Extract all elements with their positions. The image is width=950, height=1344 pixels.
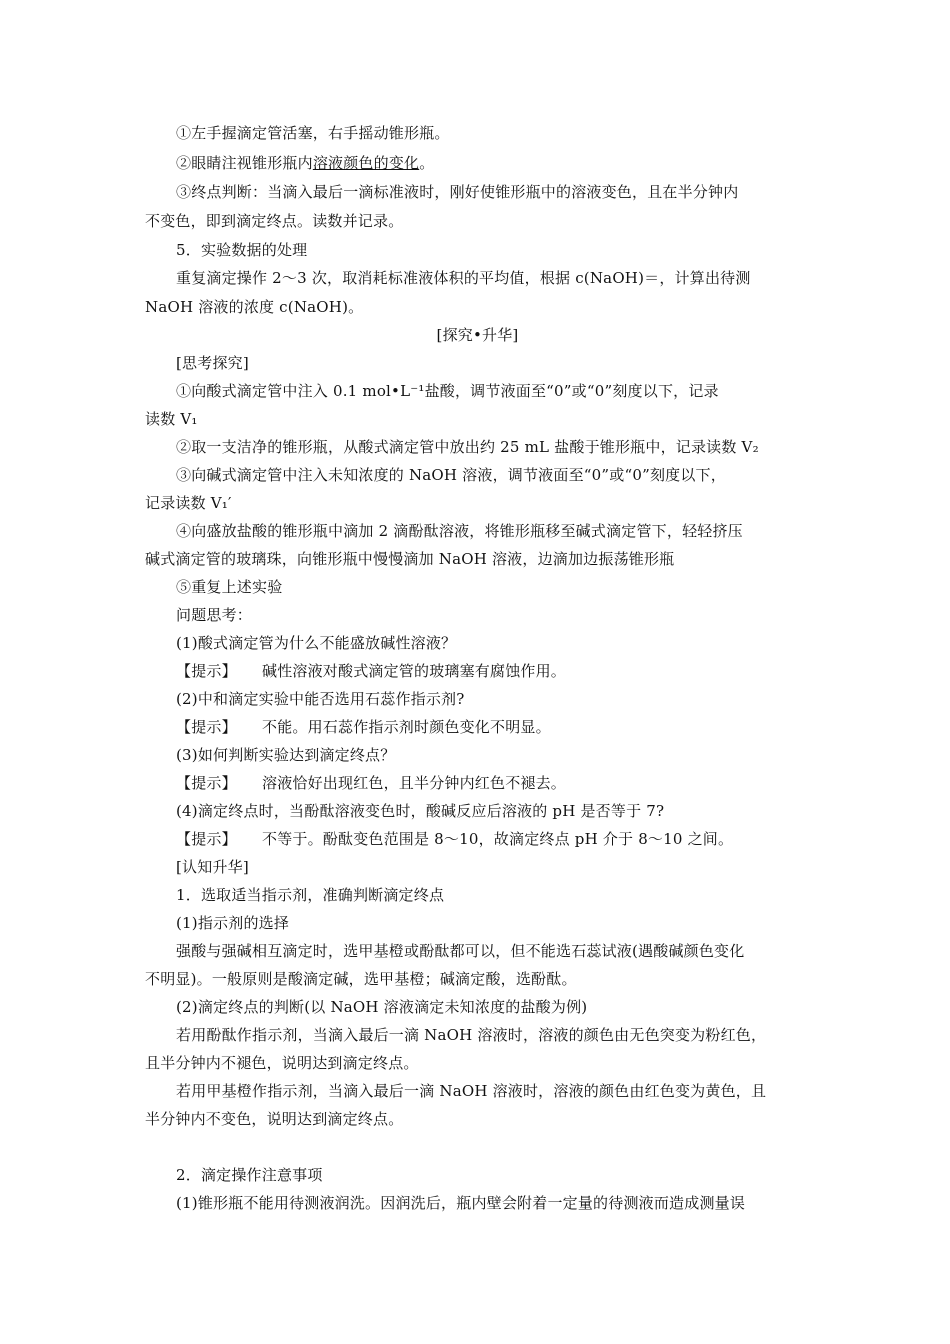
hint-3-label: 【提示】 <box>176 774 237 792</box>
hint-2-text: 不能。用石蕊作指示剂时颜色变化不明显。 <box>262 718 551 736</box>
think-explore-heading: [思考探究] <box>176 354 249 372</box>
explore-step-3-line-2: 记录读数 V₁′ <box>145 494 232 512</box>
step-1: ①左手握滴定管活塞，右手摇动锥形瓶。 <box>176 124 450 142</box>
section-1-heading: 1．选取适当指示剂，准确判断滴定终点 <box>176 886 445 904</box>
questions-heading: 问题思考： <box>176 606 253 624</box>
step-2-text: ②眼睛注视锥形瓶内 <box>176 154 313 172</box>
hint-4 <box>176 829 810 849</box>
explore-step-2: ②取一支洁净的锥形瓶，从酸式滴定管中放出约 25 mL 盐酸于锥形瓶中，记录读数 V₂ <box>176 438 759 456</box>
subsection-endpoint: (2)滴定终点的判断(以 NaOH 溶液滴定未知浓度的盐酸为例) <box>176 998 588 1016</box>
section-5-heading: 5．实验数据的处理 <box>176 241 308 259</box>
step-3-line-2: 不变色，即到滴定终点。读数并记录。 <box>145 212 404 230</box>
hint-1-text: 碱性溶液对酸式滴定管的玻璃塞有腐蚀作用。 <box>262 662 567 680</box>
hint-3-text: 溶液恰好出现红色，且半分钟内红色不褪去。 <box>262 774 567 792</box>
indicator-choice-line-1: 强酸与强碱相互滴定时，选甲基橙或酚酞都可以，但不能选石蕊试液(遇酸碱颜色变化 <box>176 942 745 960</box>
subsection-indicator-choice: (1)指示剂的选择 <box>176 914 290 932</box>
hint-2 <box>176 717 810 737</box>
indicator-choice-line-2: 不明显)。一般原则是酸滴定碱，选甲基橙；碱滴定酸，选酚酞。 <box>145 970 577 988</box>
hint-1 <box>176 661 810 681</box>
precaution-1: (1)锥形瓶不能用待测液润洗。因润洗后，瓶内壁会附着一定量的待测液而造成测量误 <box>176 1194 746 1212</box>
data-processing-line-2: NaOH 溶液的浓度 c(NaOH)。 <box>145 298 364 316</box>
explore-step-4-line-2: 碱式滴定管的玻璃珠，向锥形瓶中慢慢滴加 NaOH 溶液，边滴加边振荡锥形瓶 <box>145 550 675 568</box>
hint-3 <box>176 773 810 793</box>
question-3: (3)如何判断实验达到滴定终点？ <box>176 746 396 764</box>
hint-4-text: 不等于。酚酞变色范围是 8～10，故滴定终点 pH 介于 8～10 之间。 <box>262 830 734 848</box>
hint-2-label: 【提示】 <box>176 718 237 736</box>
hint-4-label: 【提示】 <box>176 830 237 848</box>
question-1: (1)酸式滴定管为什么不能盛放碱性溶液？ <box>176 634 457 652</box>
explore-step-4-line-1: ④向盛放盐酸的锥形瓶中滴加 2 滴酚酞溶液，将锥形瓶移至碱式滴定管下，轻轻挤压 <box>176 522 743 540</box>
cognition-heading: [认知升华] <box>176 858 249 876</box>
question-4: (4)滴定终点时，当酚酞溶液变色时，酸碱反应后溶液的 pH 是否等于 7? <box>176 802 665 820</box>
endpoint-methyl-orange-line-1: 若用甲基橙作指示剂，当滴入最后一滴 NaOH 溶液时，溶液的颜色由红色变为黄色，且 <box>176 1082 767 1100</box>
endpoint-methyl-orange-line-2: 半分钟内不变色，说明达到滴定终点。 <box>145 1110 404 1128</box>
step-2-underlined: 溶液颜色的变化 <box>312 154 420 172</box>
step-3-line-1: ③终点判断：当滴入最后一滴标准液时，刚好使锥形瓶中的溶液变色，且在半分钟内 <box>176 183 739 201</box>
section-2-heading: 2．滴定操作注意事项 <box>176 1166 323 1184</box>
step-2-end: 。 <box>419 154 435 172</box>
explore-step-1-line-1: ①向酸式滴定管中注入 0.1 mol•L⁻¹盐酸，调节液面至“0”或“0”刻度以下，记录 <box>176 382 719 400</box>
hint-1-label: 【提示】 <box>176 662 237 680</box>
explore-step-1-line-2: 读数 V₁ <box>145 410 198 428</box>
step-2 <box>176 153 810 173</box>
explore-heading: [探究•升华] <box>436 326 519 344</box>
explore-step-5: ⑤重复上述实验 <box>176 578 283 596</box>
data-processing-line-1: 重复滴定操作 2～3 次，取消耗标准液体积的平均值，根据 c(NaOH)＝，计算出待测 <box>176 269 751 287</box>
explore-step-3-line-1: ③向碱式滴定管中注入未知浓度的 NaOH 溶液，调节液面至“0”或“0”刻度以下， <box>176 466 726 484</box>
question-2: (2)中和滴定实验中能否选用石蕊作指示剂? <box>176 690 465 708</box>
endpoint-phenolphthalein-line-1: 若用酚酞作指示剂，当滴入最后一滴 NaOH 溶液时，溶液的颜色由无色突变为粉红色， <box>176 1026 767 1044</box>
endpoint-phenolphthalein-line-2: 且半分钟内不褪色，说明达到滴定终点。 <box>145 1054 419 1072</box>
